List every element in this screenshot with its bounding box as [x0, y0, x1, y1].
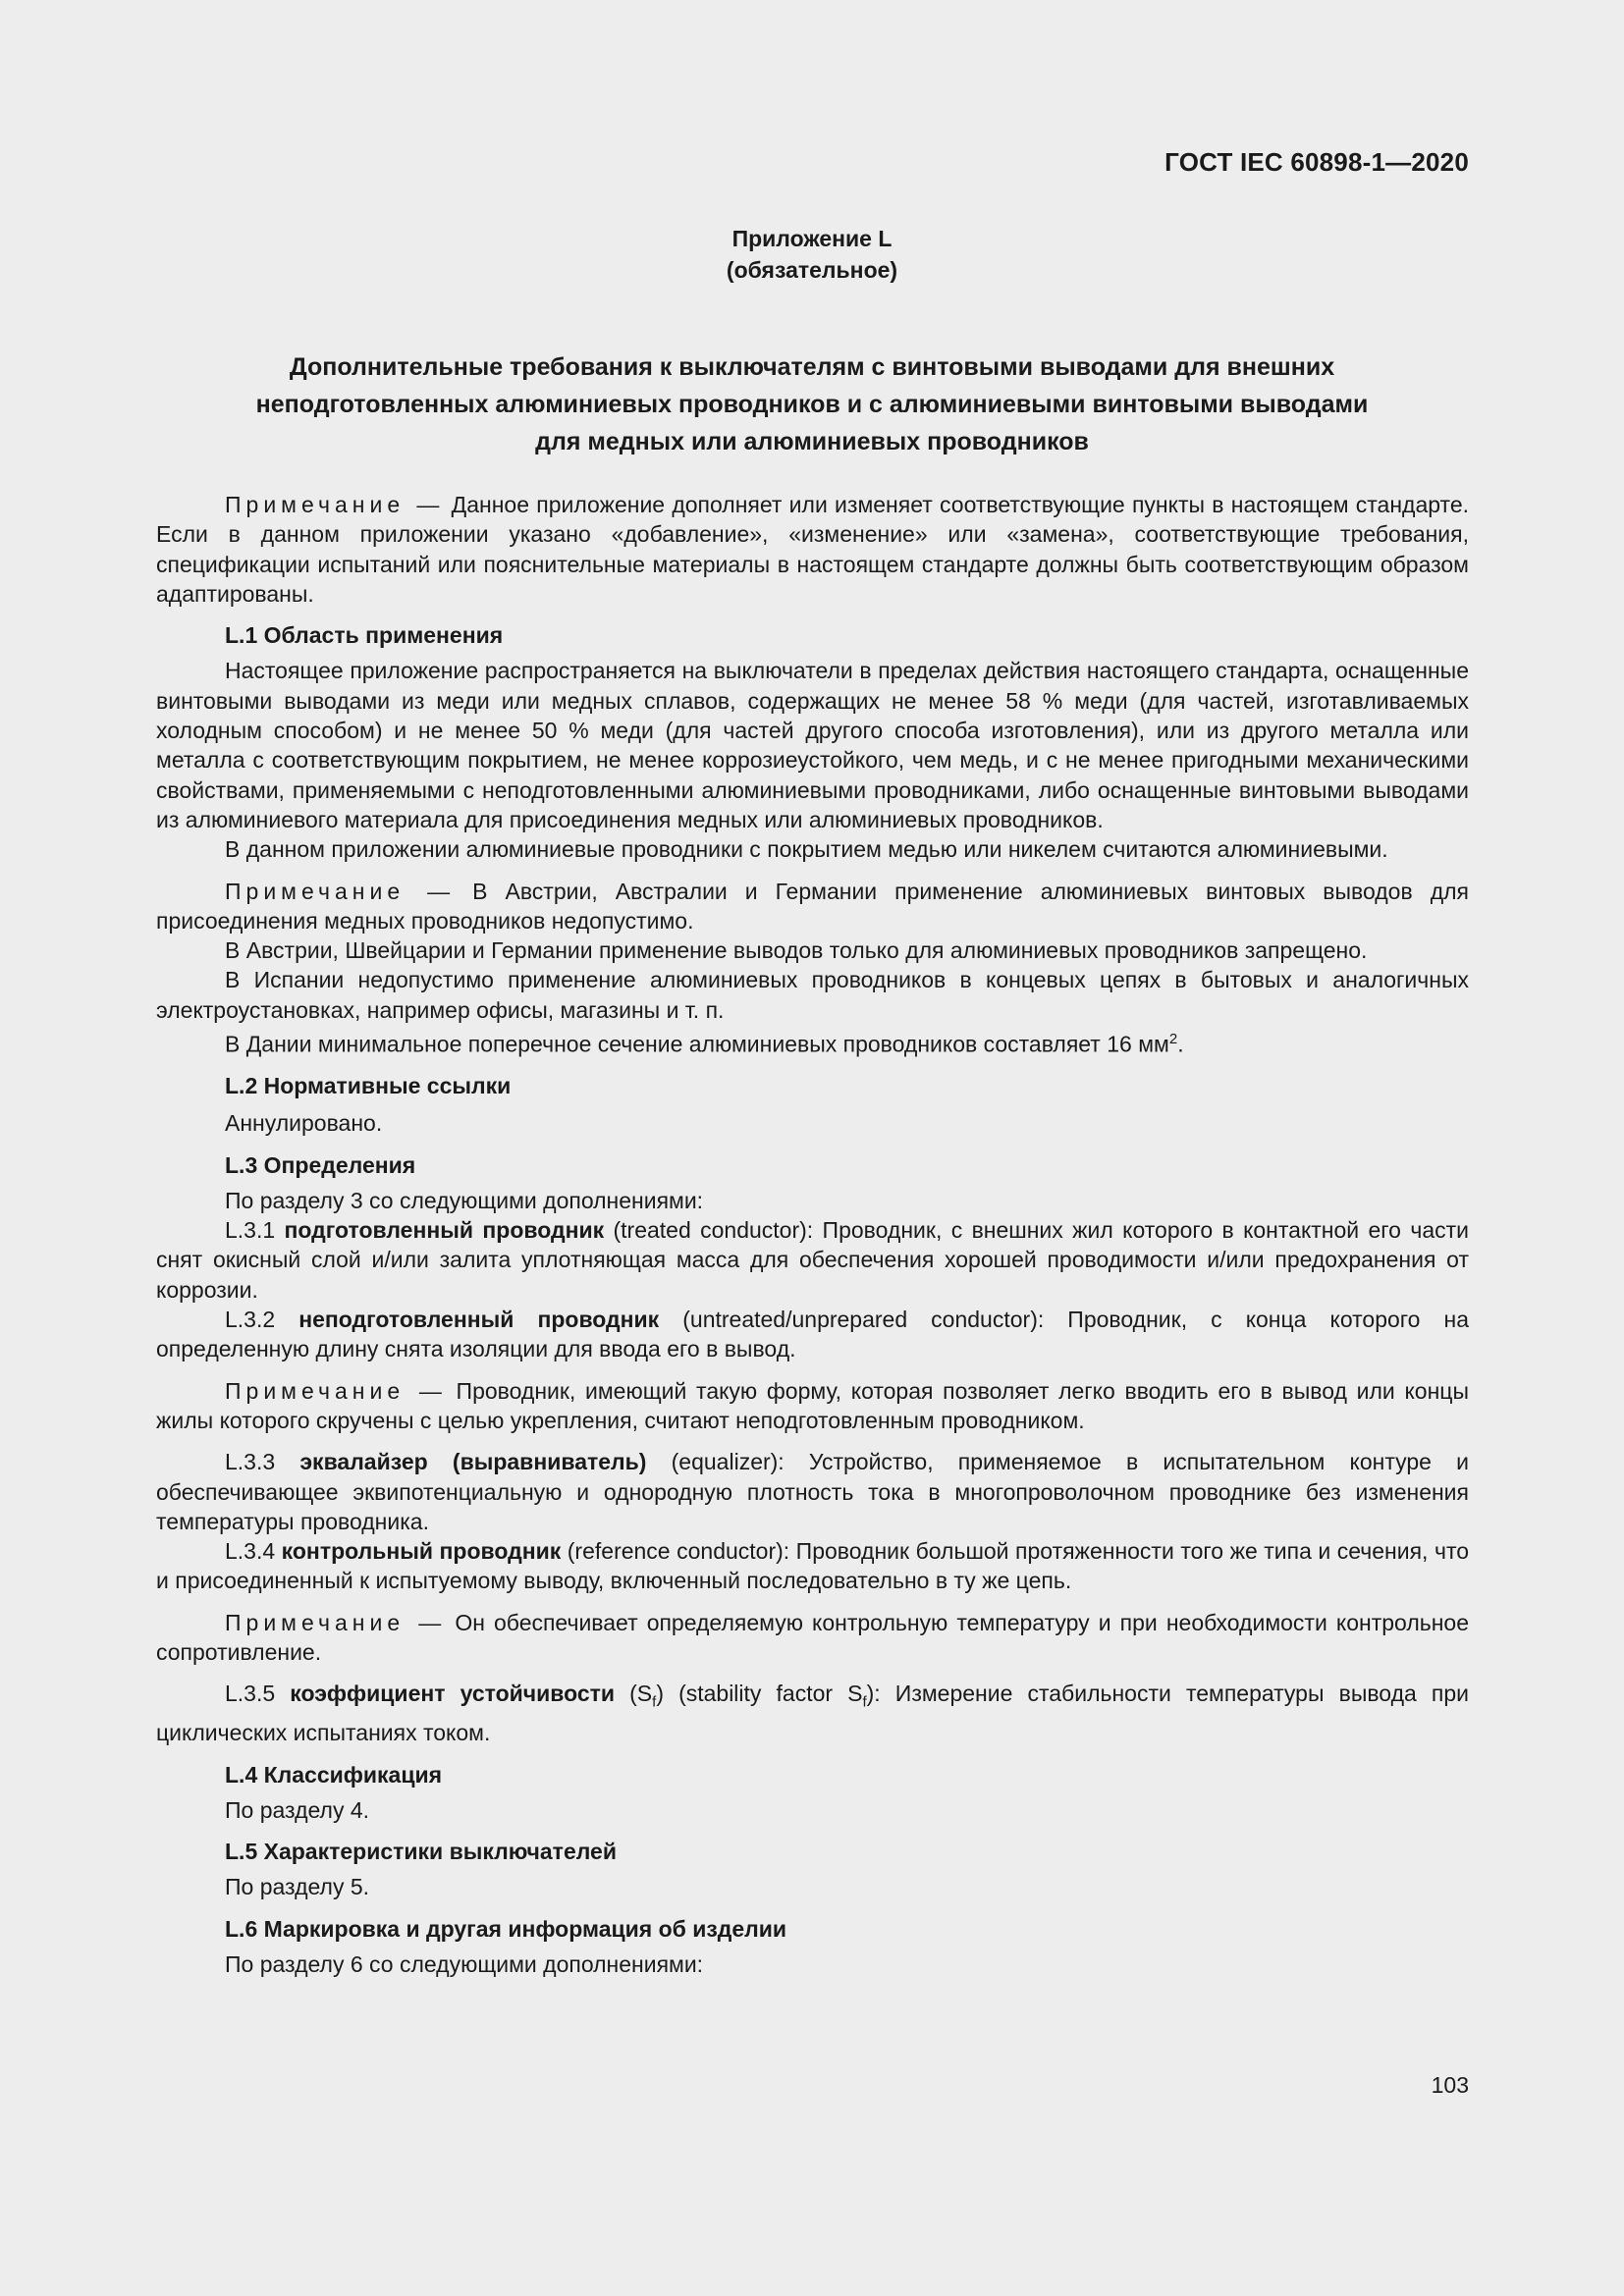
l3-note-a-text: Проводник, имеющий такую форму, которая позволяет легко вводить его в вывод или концы жилы которого скручены с целью укрепления, считают неподготовленным проводником.	[156, 1377, 1469, 1433]
definition-number: L.3.5	[225, 1681, 291, 1707]
l5-text: По разделу 5.	[225, 1874, 370, 1900]
annex-status: (обязательное)	[726, 257, 898, 283]
l1-note-text-3: В Испании недопустимо применение алюминиевых проводников в концевых цепях в бытовых и аналогичных электроустановках, например офисы, магазины и т. п.	[156, 967, 1469, 1023]
definition-term: коэффициент устойчивости	[290, 1681, 616, 1707]
definition-term: неподготовленный проводник	[298, 1307, 660, 1333]
section-l4-heading: L.4 Классификация	[225, 1761, 443, 1788]
l3-note-b-text: Он обеспечивает определяемую контрольную температуру и при необходимости контрольное сопротивление.	[156, 1609, 1470, 1666]
l6-text: По разделу 6 со следующими дополнениями:	[225, 1951, 704, 1978]
note-label: Примечание —	[225, 492, 445, 517]
definition-text: (treated conductor): Проводник, с внешних жил которого в контактной его части снят окисный слой и/или залита уплотняющая масса для обеспечения хорошей проводимости и/или предохранения от коррозии.	[156, 1217, 1470, 1303]
definition-term: подготовленный проводник	[284, 1217, 605, 1244]
l1-note-text-4	[156, 1025, 1469, 1059]
definition-l3-5	[156, 1679, 1469, 1747]
section-l5-heading: L.5 Характеристики выключателей	[225, 1839, 617, 1865]
definition-number: L.3.1	[225, 1217, 285, 1244]
definition-l3-4	[156, 1536, 1469, 1596]
definition-l3-3	[156, 1447, 1469, 1536]
section-l6-heading: L.6 Маркировка и другая информация об изделии	[225, 1915, 787, 1942]
annex-title: Приложение L	[731, 226, 893, 251]
l1-note-4-end: .	[1177, 1031, 1184, 1057]
intro-note	[156, 490, 1469, 609]
l1-paragraph-2: В данном приложении алюминиевые проводники с покрытием медью или никелем считаются алюминиевыми.	[225, 836, 1388, 863]
definition-text-part: ): Измерение стабильности температуры вывода при циклических испытаниях током.	[156, 1681, 1469, 1746]
definition-text-part: ) (stability factor S	[656, 1681, 863, 1707]
subscript: f	[862, 1693, 867, 1711]
note-label: Примечание —	[225, 1377, 447, 1404]
annex-heading-line-3: для медных или алюминиевых проводников	[535, 428, 1089, 455]
definition-text: (untreated/unprepared conductor): Проводник, с конца которого на определенную длину снята изоляции для ввода его в вывод.	[156, 1307, 1470, 1362]
section-l1-heading: L.1 Область применения	[225, 622, 504, 649]
definition-term: эквалайзер (выравниватель)	[299, 1449, 647, 1475]
section-l2-heading: L.2 Нормативные ссылки	[225, 1073, 512, 1098]
definition-text-part: (S	[615, 1681, 653, 1707]
l1-note-text-1: В Австрии, Австралии и Германии применение алюминиевых винтовых выводов для присоединения медных проводников недопустимо.	[156, 878, 1469, 934]
note-label: Примечание —	[225, 878, 456, 904]
l1-paragraph-1: Настоящее приложение распространяется на выключатели в пределах действия настоящего стандарта, оснащенные винтовыми выводами из меди или медных сплавов, содержащих не менее 58 % меди (для частей, изготавливаемых холодным способом) и не менее 50 % меди (для частей другого способа изготовления), или из другого металла или металла с соответствующим покрытием, не менее коррозиеустойкого, чем медь, и с не менее пригодными механическими свойствами, применяемыми с неподготовленными алюминиевыми проводниками, либо оснащенные винтовыми выводами из алюминиевого материала для присоединения медных или алюминиевых проводников.	[156, 658, 1469, 832]
definition-number: L.3.3	[225, 1449, 300, 1475]
definition-number: L.3.4	[225, 1538, 282, 1565]
document-body	[156, 490, 1469, 1979]
definition-l3-1	[156, 1215, 1469, 1305]
page-number: 103	[1431, 2072, 1469, 2098]
l3-note-b	[156, 1608, 1469, 1668]
subscript: f	[652, 1693, 657, 1711]
l3-note-a	[156, 1376, 1469, 1436]
annex-heading-line-2: неподготовленных алюминиевых проводников и с алюминиевыми винтовыми выводами	[255, 391, 1369, 418]
l3-intro: По разделу 3 со следующими дополнениями:	[225, 1187, 704, 1213]
definition-l3-2	[156, 1305, 1469, 1364]
intro-note-text: Данное приложение дополняет или изменяет соответствующие пункты в настоящем стандарте. Если в данном приложении указано «добавление», «изменение» или «замена», соответствующие требования, спецификации испытаний или пояснительные материалы в настоящем стандарте должны быть соответствующим образом адаптированы.	[156, 492, 1470, 607]
definition-term: контрольный проводник	[281, 1538, 562, 1565]
note-label: Примечание —	[225, 1609, 447, 1635]
l1-note-4-text: В Дании минимальное поперечное сечение алюминиевых проводников составляет 16 мм	[225, 1031, 1169, 1057]
annex-heading-line-1: Дополнительные требования к выключателям с винтовыми выводами для внешних	[289, 353, 1335, 381]
definition-text: (reference conductor): Проводник большой протяженности того же типа и сечения, что и присоединенный к испытуемому выводу, включенный последовательно в ту же цепь.	[156, 1538, 1470, 1594]
standard-id: ГОСТ IEC 60898-1—2020	[1164, 147, 1469, 177]
l2-text: Аннулировано.	[225, 1110, 383, 1137]
l1-note-4-sup: 2	[1168, 1031, 1178, 1048]
annex-heading	[147, 348, 1477, 460]
l4-text: По разделу 4.	[225, 1796, 370, 1823]
l1-note-text-2: В Австрии, Швейцарии и Германии применение выводов только для алюминиевых проводников запрещено.	[225, 937, 1368, 964]
section-l3-heading: L.3 Определения	[225, 1151, 416, 1178]
definition-text: (equalizer): Устройство, применяемое в испытательном контуре и обеспечивающее эквипотенциальную и однородную плотность тока в многопроволочном проводнике без изменения температуры проводника.	[156, 1449, 1470, 1534]
definition-number: L.3.2	[225, 1307, 299, 1333]
l1-note	[156, 877, 1469, 936]
